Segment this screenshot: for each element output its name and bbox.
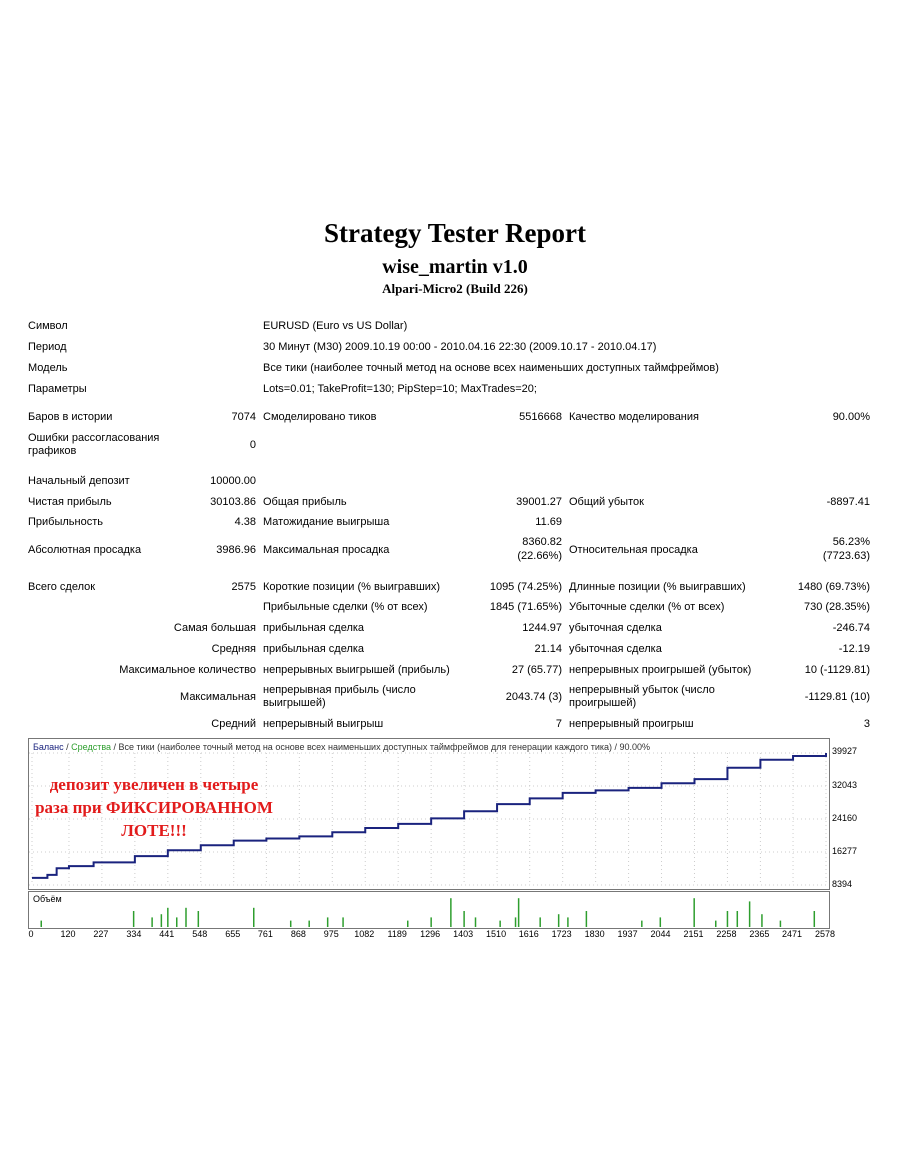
deposit-label: Начальный депозит [28, 475, 130, 487]
avg-win-value: 21.14 [534, 643, 562, 655]
x-tick-label: 2044 [650, 929, 671, 939]
long-positions-label: Длинные позиции (% выигравших) [569, 581, 746, 593]
params-value: Lots=0.01; TakeProfit=130; PipStep=10; MaxTrades=20; [263, 383, 537, 395]
x-tick-label: 761 [257, 929, 273, 939]
ticks-label: Смоделировано тиков [263, 411, 377, 423]
y-tick-label: 39927 [832, 746, 858, 756]
deposit-annotation [19, 773, 289, 842]
x-tick-label: 1937 [617, 929, 638, 939]
quality-value: 90.00% [832, 411, 870, 423]
period-value: 30 Минут (M30) 2009.10.19 00:00 - 2010.04.16 22:30 (2009.10.17 - 2010.04.17) [263, 341, 657, 353]
loss-trades-value: 730 (28.35%) [803, 601, 870, 613]
x-tick-label: 0 [28, 929, 34, 939]
profit-factor-value: 4.38 [234, 516, 256, 528]
max-cons-profit-label: непрерывная прибыль (число выигрышей) [263, 684, 416, 709]
symbol-value: EURUSD (Euro vs US Dollar) [263, 320, 408, 332]
avg-cons-win-value: 7 [555, 718, 562, 730]
net-profit-value: 30103.86 [210, 496, 256, 508]
largest-loss-value: -246.74 [832, 622, 870, 634]
avg-cons-loss-label: непрерывный проигрыш [569, 718, 694, 730]
profit-trades-value: 1845 (71.65%) [489, 601, 562, 613]
max-drawdown-value: 8360.82 [522, 536, 562, 548]
avg-cons-win-label: непрерывный выигрыш [263, 718, 384, 730]
max-cons-lossamt-value: -1129.81 (10) [804, 691, 870, 703]
gross-profit-value: 39001.27 [516, 496, 562, 508]
x-tick-label: 1296 [420, 929, 441, 939]
largest-win-label: прибыльная сделка [263, 622, 365, 634]
avg-loss-value: -12.19 [838, 643, 870, 655]
expected-payoff-label: Матожидание выигрыша [263, 516, 390, 528]
model-value: Все тики (наиболее точный метод на основе всех наименьших доступных таймфреймов) [263, 362, 719, 374]
x-tick-label: 975 [323, 929, 339, 939]
legend-balance: Баланс [33, 742, 64, 752]
legend-rest: / Все тики (наиболее точный метод на основе всех наименьших доступных таймфреймов для генерации каждого тика) / 90.00% [111, 742, 651, 752]
gross-loss-value: -8897.41 [826, 496, 870, 508]
y-tick-label: 24160 [832, 813, 858, 823]
x-tick-label: 120 [60, 929, 76, 939]
loss-trades-label: Убыточные сделки (% от всех) [569, 601, 725, 613]
annotation-line-2: раза при ФИКСИРОВАННОМ ЛОТЕ!!! [35, 798, 273, 840]
x-tick-label: 1830 [584, 929, 605, 939]
x-tick-label: 2471 [782, 929, 803, 939]
abs-drawdown-label: Абсолютная просадка [28, 544, 142, 556]
bars-value: 7074 [231, 411, 256, 423]
x-tick-label: 655 [225, 929, 241, 939]
avg-loss-label: убыточная сделка [569, 643, 662, 655]
legend-sep: / [63, 742, 72, 752]
gross-profit-label: Общая прибыль [263, 496, 347, 508]
rel-drawdown-value: (7723.63) [822, 550, 870, 562]
average-label: Средняя [211, 643, 256, 655]
max-cons-wins-label: непрерывных выигрышей (прибыль) [263, 664, 450, 676]
x-tick-label: 1723 [551, 929, 572, 939]
net-profit-label: Чистая прибыль [28, 496, 112, 508]
x-tick-label: 2258 [716, 929, 737, 939]
period-label: Период [28, 341, 67, 353]
bars-label: Баров в истории [28, 411, 113, 423]
balance-chart [28, 738, 830, 890]
avg-cons-loss-value: 3 [863, 718, 870, 730]
short-positions-label: Короткие позиции (% выигравших) [263, 581, 441, 593]
mismatch-value: 0 [249, 439, 256, 451]
profit-trades-label: Прибыльные сделки (% от всех) [263, 601, 428, 613]
y-tick-label: 16277 [832, 846, 858, 856]
mismatch-label: Ошибки рассогласования графиков [28, 432, 160, 457]
y-tick-label: 8394 [832, 879, 853, 889]
y-tick-label: 32043 [832, 780, 858, 790]
total-trades-label: Всего сделок [28, 581, 96, 593]
x-tick-label: 2151 [683, 929, 704, 939]
max-count-label: Максимальное количество [119, 664, 256, 676]
legend-equity: Средства [71, 742, 112, 752]
max-cons-losses-label: непрерывных проигрышей (убыток) [569, 664, 752, 676]
max-drawdown-label: Максимальная просадка [263, 544, 390, 556]
x-tick-label: 441 [159, 929, 175, 939]
params-label: Параметры [28, 383, 87, 395]
long-positions-value: 1480 (69.73%) [797, 581, 870, 593]
symbol-label: Символ [28, 320, 68, 332]
ea-name: wise_martin v1.0 [382, 256, 528, 278]
model-label: Модель [28, 362, 68, 374]
volume-panel [28, 891, 830, 929]
x-tick-label: 2578 [814, 929, 836, 939]
x-tick-label: 334 [126, 929, 142, 939]
x-tick-label: 868 [290, 929, 306, 939]
average-cons-label: Средний [211, 718, 256, 730]
x-tick-label: 1403 [453, 929, 474, 939]
x-tick-label: 1082 [354, 929, 375, 939]
max-cons-losses-value: 10 (-1129.81) [804, 664, 870, 676]
ticks-value: 5516668 [519, 411, 562, 423]
total-trades-value: 2575 [231, 581, 256, 593]
deposit-value: 10000.00 [210, 475, 256, 487]
expected-payoff-value: 11.69 [535, 516, 562, 528]
max-cons-profit-value: 2043.74 (3) [505, 691, 562, 703]
max-drawdown-percent: (22.66%) [517, 550, 562, 562]
annotation-line-1: депозит увеличен в четыре [49, 775, 259, 794]
short-positions-value: 1095 (74.25%) [489, 581, 562, 593]
max-cons-lossamt-label: непрерывный убыток (число проигрышей) [569, 684, 715, 709]
rel-drawdown-label: Относительная просадка [569, 544, 698, 556]
x-tick-label: 227 [93, 929, 109, 939]
chart-legend [33, 742, 650, 752]
x-tick-label: 548 [192, 929, 208, 939]
x-tick-label: 2365 [749, 929, 770, 939]
max-cons-wins-value: 27 (65.77) [511, 664, 562, 676]
largest-win-value: 1244.97 [522, 622, 562, 634]
quality-label: Качество моделирования [569, 411, 699, 423]
avg-win-label: прибыльная сделка [263, 643, 365, 655]
largest-loss-label: убыточная сделка [569, 622, 662, 634]
volume-svg [29, 892, 829, 928]
x-tick-label: 1616 [518, 929, 539, 939]
maximal-label: Максимальная [180, 691, 256, 703]
profit-factor-label: Прибыльность [28, 516, 103, 528]
x-tick-label: 1189 [387, 929, 407, 939]
report-title: Strategy Tester Report [324, 218, 586, 248]
rel-drawdown-percent: 56.23% [832, 536, 870, 548]
largest-label: Самая большая [173, 622, 256, 634]
volume-label: Объём [33, 894, 62, 904]
x-tick-label: 1510 [486, 929, 507, 939]
gross-loss-label: Общий убыток [569, 496, 644, 508]
abs-drawdown-value: 3986.96 [216, 544, 256, 556]
server-build: Alpari-Micro2 (Build 226) [382, 281, 528, 296]
